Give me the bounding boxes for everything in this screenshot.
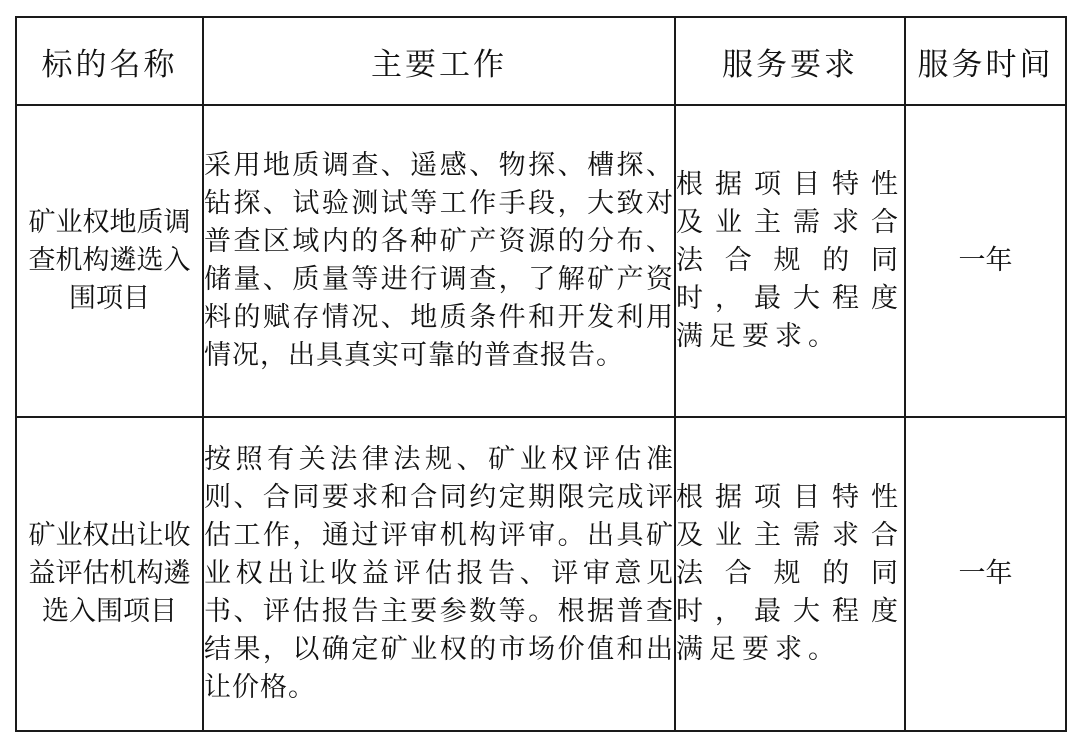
service-time-cell: 一年	[905, 417, 1066, 731]
item-name-cell: 矿业权地质调查机构遴选入围项目	[16, 105, 203, 417]
header-service-time: 服务时间	[905, 17, 1066, 105]
header-item-name: 标的名称	[16, 17, 203, 105]
item-name-cell: 矿业权出让收益评估机构遴选入围项目	[16, 417, 203, 731]
service-requirement-cell: 根据项目特性及业主需求合法合规的同时，最大程度满足要求。	[675, 417, 905, 731]
service-time-cell: 一年	[905, 105, 1066, 417]
table-row	[16, 417, 1066, 731]
service-requirement-cell: 根据项目特性及业主需求合法合规的同时，最大程度满足要求。	[675, 105, 905, 417]
main-work-cell: 按照有关法律法规、矿业权评估准则、合同要求和合同约定期限完成评估工作，通过评审机构评审。出具矿业权出让收益评估报告、评审意见书、评估报告主要参数等。根据普查结果，以确定矿业权的市场价值和出让价格。	[203, 417, 675, 731]
main-work-cell: 采用地质调查、遥感、物探、槽探、钻探、试验测试等工作手段，大致对普查区域内的各种矿产资源的分布、储量、质量等进行调查，了解矿产资料的赋存情况、地质条件和开发利用情况，出具真实可靠的普查报告。	[203, 105, 675, 417]
header-main-work: 主要工作	[203, 17, 675, 105]
table-header-row	[16, 17, 1066, 105]
table-row	[16, 105, 1066, 417]
procurement-table	[15, 16, 1067, 732]
header-service-requirement: 服务要求	[675, 17, 905, 105]
